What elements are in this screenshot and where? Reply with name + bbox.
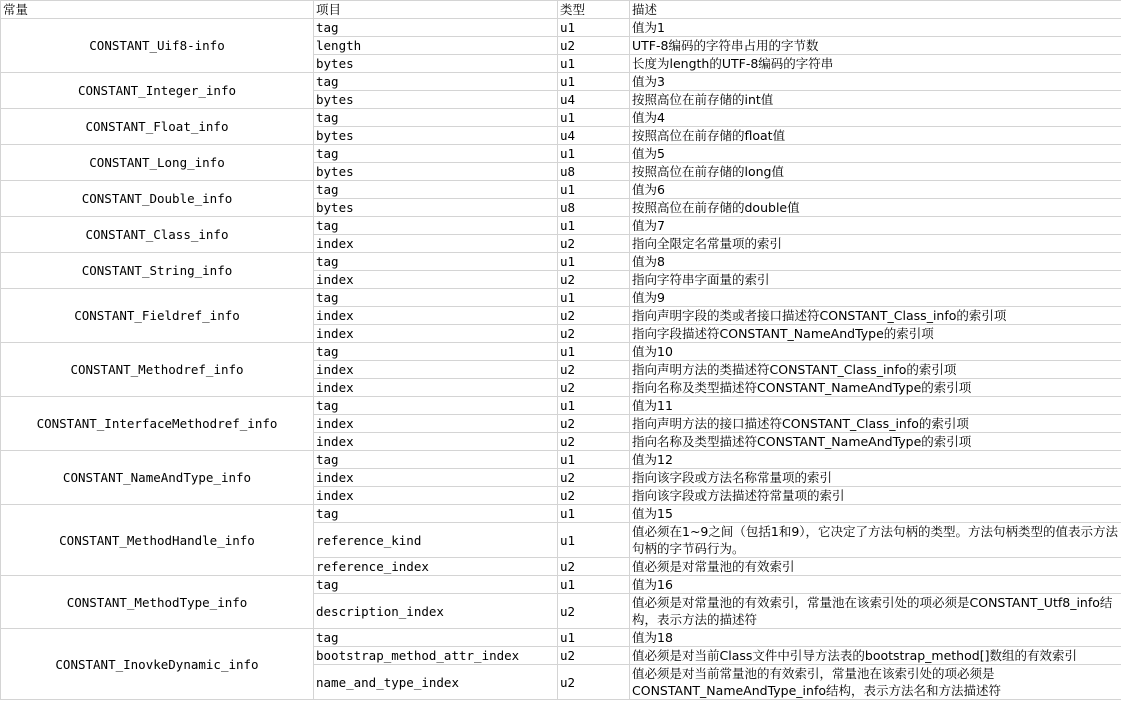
- table-body: [1, 19, 1121, 700]
- cell-item[interactable]: reference_kind: [314, 523, 558, 558]
- table-row: [1, 343, 1121, 361]
- cell-description[interactable]: 指向字符串字面量的索引: [630, 271, 1121, 289]
- cell-item[interactable]: tag: [314, 451, 558, 469]
- cell-item[interactable]: tag: [314, 181, 558, 199]
- cell-description[interactable]: 按照高位在前存储的int值: [630, 91, 1121, 109]
- cell-type[interactable]: u1: [558, 181, 630, 199]
- cell-item[interactable]: tag: [314, 73, 558, 91]
- cell-item[interactable]: description_index: [314, 594, 558, 629]
- cell-item[interactable]: bootstrap_method_attr_index: [314, 647, 558, 665]
- cell-constant-name[interactable]: CONSTANT_MethodHandle_info: [1, 505, 314, 576]
- cell-constant-name[interactable]: CONSTANT_Fieldref_info: [1, 289, 314, 343]
- cell-type[interactable]: u1: [558, 523, 630, 558]
- table-row: [1, 253, 1121, 271]
- header-item[interactable]: 项目: [314, 1, 558, 19]
- cell-item[interactable]: index: [314, 469, 558, 487]
- cell-description[interactable]: 值必须是对当前常量池的有效索引，常量池在该索引处的项必须是CONSTANT_NameAndType_info结构，表示方法名和方法描述符: [630, 665, 1121, 700]
- cell-description[interactable]: 长度为length的UTF-8编码的字符串: [630, 55, 1121, 73]
- table-row: [1, 145, 1121, 163]
- cell-item[interactable]: index: [314, 235, 558, 253]
- cell-item[interactable]: bytes: [314, 199, 558, 217]
- cell-type[interactable]: u1: [558, 55, 630, 73]
- cell-constant-name[interactable]: CONSTANT_Integer_info: [1, 73, 314, 109]
- cell-constant-name[interactable]: CONSTANT_InterfaceMethodref_info: [1, 397, 314, 451]
- cell-description[interactable]: 值为9: [630, 289, 1121, 307]
- table-row: [1, 289, 1121, 307]
- cell-item[interactable]: reference_index: [314, 558, 558, 576]
- table-row: [1, 629, 1121, 647]
- cell-item[interactable]: tag: [314, 576, 558, 594]
- cell-type[interactable]: u2: [558, 271, 630, 289]
- header-type[interactable]: 类型: [558, 1, 630, 19]
- cell-constant-name[interactable]: CONSTANT_Methodref_info: [1, 343, 314, 397]
- cell-constant-name[interactable]: CONSTANT_MethodType_info: [1, 576, 314, 629]
- cell-description[interactable]: 值为5: [630, 145, 1121, 163]
- cell-item[interactable]: index: [314, 361, 558, 379]
- cell-item[interactable]: index: [314, 379, 558, 397]
- cell-description[interactable]: 值为8: [630, 253, 1121, 271]
- cell-constant-name[interactable]: CONSTANT_Double_info: [1, 181, 314, 217]
- table-row: [1, 576, 1121, 594]
- cell-type[interactable]: u2: [558, 558, 630, 576]
- cell-item[interactable]: bytes: [314, 127, 558, 145]
- cell-item[interactable]: tag: [314, 253, 558, 271]
- cell-item[interactable]: tag: [314, 505, 558, 523]
- cell-item[interactable]: index: [314, 433, 558, 451]
- cell-description[interactable]: 指向全限定名常量项的索引: [630, 235, 1121, 253]
- cell-item[interactable]: index: [314, 307, 558, 325]
- cell-description[interactable]: 指向名称及类型描述符CONSTANT_NameAndType的索引项: [630, 379, 1121, 397]
- cell-description[interactable]: 值必须在1~9之间（包括1和9），它决定了方法句柄的类型。方法句柄类型的值表示方法句柄的字节码行为。: [630, 523, 1121, 558]
- cell-item[interactable]: bytes: [314, 91, 558, 109]
- cell-type[interactable]: u1: [558, 576, 630, 594]
- cell-type[interactable]: u1: [558, 629, 630, 647]
- cell-description[interactable]: 值为6: [630, 181, 1121, 199]
- table-row: [1, 73, 1121, 91]
- cell-description[interactable]: 按照高位在前存储的float值: [630, 127, 1121, 145]
- cell-type[interactable]: u1: [558, 451, 630, 469]
- cell-description[interactable]: 指向声明字段的类或者接口描述符CONSTANT_Class_info的索引项: [630, 307, 1121, 325]
- cell-description[interactable]: 值必须是对当前Class文件中引导方法表的bootstrap_method[]数组的有效索引: [630, 647, 1121, 665]
- cell-description[interactable]: 值为4: [630, 109, 1121, 127]
- cell-constant-name[interactable]: CONSTANT_String_info: [1, 253, 314, 289]
- table-row: [1, 181, 1121, 199]
- cell-type[interactable]: u1: [558, 19, 630, 37]
- cell-type[interactable]: u4: [558, 91, 630, 109]
- table-row: [1, 217, 1121, 235]
- cell-description[interactable]: 值为12: [630, 451, 1121, 469]
- cell-item[interactable]: bytes: [314, 55, 558, 73]
- cell-item[interactable]: tag: [314, 217, 558, 235]
- header-constant[interactable]: 常量: [1, 1, 314, 19]
- header-description[interactable]: 描述: [630, 1, 1121, 19]
- cell-type[interactable]: u2: [558, 415, 630, 433]
- cell-type[interactable]: u1: [558, 109, 630, 127]
- cell-type[interactable]: u1: [558, 505, 630, 523]
- cell-item[interactable]: tag: [314, 289, 558, 307]
- cell-item[interactable]: name_and_type_index: [314, 665, 558, 700]
- cell-type[interactable]: u8: [558, 163, 630, 181]
- cell-type[interactable]: u2: [558, 433, 630, 451]
- cell-type[interactable]: u2: [558, 325, 630, 343]
- cell-type[interactable]: u1: [558, 289, 630, 307]
- cell-description[interactable]: 指向声明方法的类描述符CONSTANT_Class_info的索引项: [630, 361, 1121, 379]
- cell-description[interactable]: 值为7: [630, 217, 1121, 235]
- cell-constant-name[interactable]: CONSTANT_NameAndType_info: [1, 451, 314, 505]
- cell-constant-name[interactable]: CONSTANT_Long_info: [1, 145, 314, 181]
- cell-item[interactable]: index: [314, 415, 558, 433]
- cell-description[interactable]: 值为10: [630, 343, 1121, 361]
- cell-constant-name[interactable]: CONSTANT_Uif8-info: [1, 19, 314, 73]
- cell-item[interactable]: index: [314, 271, 558, 289]
- cell-type[interactable]: u2: [558, 307, 630, 325]
- cell-type[interactable]: u2: [558, 665, 630, 700]
- cell-type[interactable]: u2: [558, 594, 630, 629]
- cell-type[interactable]: u2: [558, 361, 630, 379]
- cell-constant-name[interactable]: CONSTANT_Float_info: [1, 109, 314, 145]
- cell-type[interactable]: u2: [558, 647, 630, 665]
- table-row: [1, 19, 1121, 37]
- cell-type[interactable]: u4: [558, 127, 630, 145]
- cell-item[interactable]: tag: [314, 109, 558, 127]
- cell-type[interactable]: u2: [558, 487, 630, 505]
- cell-description[interactable]: 值必须是对常量池的有效索引: [630, 558, 1121, 576]
- cell-description[interactable]: 指向名称及类型描述符CONSTANT_NameAndType的索引项: [630, 433, 1121, 451]
- cell-description[interactable]: 指向该字段或方法描述符常量项的索引: [630, 487, 1121, 505]
- cell-description[interactable]: 值为11: [630, 397, 1121, 415]
- cell-description[interactable]: 按照高位在前存储的long值: [630, 163, 1121, 181]
- cell-type[interactable]: u1: [558, 217, 630, 235]
- cell-description[interactable]: UTF-8编码的字符串占用的字节数: [630, 37, 1121, 55]
- cell-description[interactable]: 指向字段描述符CONSTANT_NameAndType的索引项: [630, 325, 1121, 343]
- cell-type[interactable]: u2: [558, 379, 630, 397]
- cell-description[interactable]: 值为1: [630, 19, 1121, 37]
- cell-description[interactable]: 值为16: [630, 576, 1121, 594]
- cell-type[interactable]: u1: [558, 343, 630, 361]
- cell-description[interactable]: 值为15: [630, 505, 1121, 523]
- cell-constant-name[interactable]: CONSTANT_InovkeDynamic_info: [1, 629, 314, 700]
- cell-item[interactable]: tag: [314, 19, 558, 37]
- header-row: [1, 1, 1121, 19]
- cell-description[interactable]: 指向该字段或方法名称常量项的索引: [630, 469, 1121, 487]
- cell-item[interactable]: bytes: [314, 163, 558, 181]
- cell-type[interactable]: u1: [558, 73, 630, 91]
- cell-item[interactable]: index: [314, 325, 558, 343]
- cell-description[interactable]: 值必须是对常量池的有效索引，常量池在该索引处的项必须是CONSTANT_Utf8_info结构，表示方法的描述符: [630, 594, 1121, 629]
- cell-item[interactable]: length: [314, 37, 558, 55]
- table-row: [1, 451, 1121, 469]
- cell-description[interactable]: 值为3: [630, 73, 1121, 91]
- cell-item[interactable]: index: [314, 487, 558, 505]
- cell-item[interactable]: tag: [314, 629, 558, 647]
- cell-type[interactable]: u1: [558, 253, 630, 271]
- table-row: [1, 109, 1121, 127]
- cell-type[interactable]: u2: [558, 37, 630, 55]
- cell-type[interactable]: u1: [558, 397, 630, 415]
- cell-type[interactable]: u2: [558, 469, 630, 487]
- cell-description[interactable]: 按照高位在前存储的double值: [630, 199, 1121, 217]
- table-row: [1, 397, 1121, 415]
- cell-type[interactable]: u2: [558, 235, 630, 253]
- cell-type[interactable]: u8: [558, 199, 630, 217]
- cell-description[interactable]: 值为18: [630, 629, 1121, 647]
- cell-description[interactable]: 指向声明方法的接口描述符CONSTANT_Class_info的索引项: [630, 415, 1121, 433]
- cell-constant-name[interactable]: CONSTANT_Class_info: [1, 217, 314, 253]
- cell-item[interactable]: tag: [314, 145, 558, 163]
- cell-item[interactable]: tag: [314, 397, 558, 415]
- table-row: [1, 505, 1121, 523]
- cell-item[interactable]: tag: [314, 343, 558, 361]
- cell-type[interactable]: u1: [558, 145, 630, 163]
